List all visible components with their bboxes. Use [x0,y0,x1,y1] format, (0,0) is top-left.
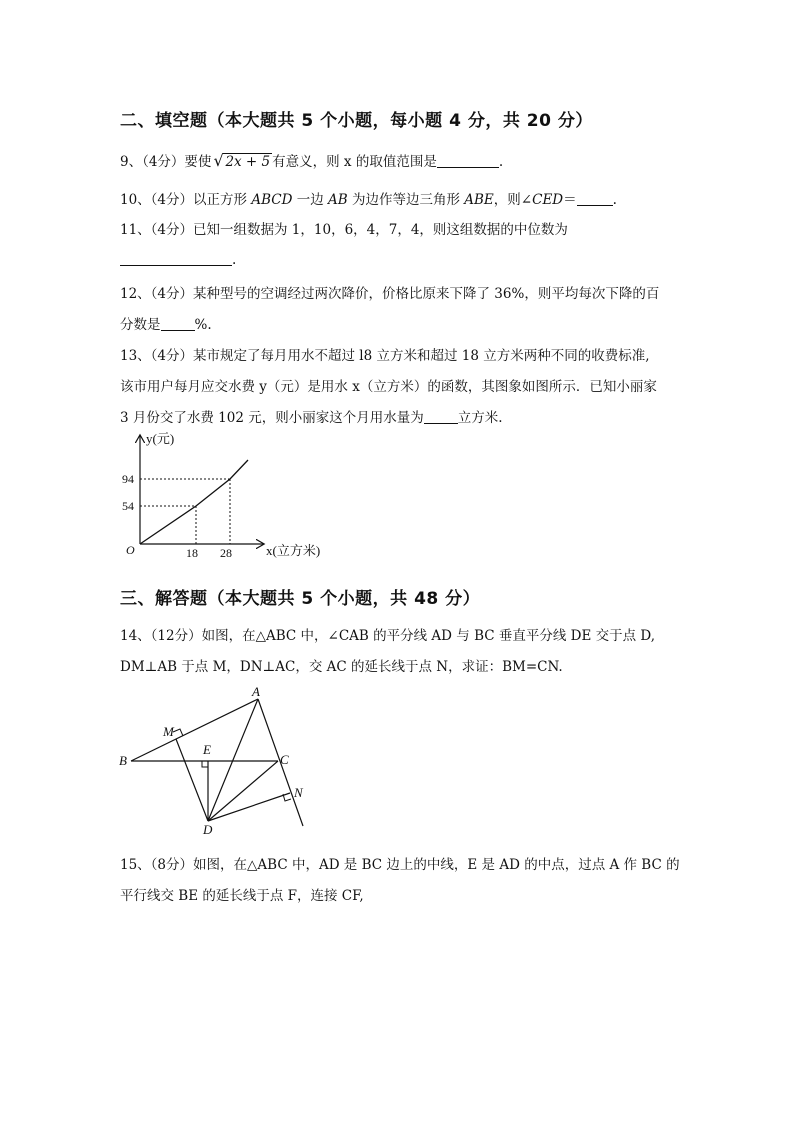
section-2-title: 二、填空题（本大题共 5 个小题，每小题 4 分，共 20 分） [120,111,593,131]
q13-answer-blank[interactable] [424,410,458,424]
label-D: D [203,822,213,837]
q9-prefix: 9、（4分）要使 [120,154,212,170]
label-B: B [119,753,127,768]
label-C: C [280,752,289,767]
question-10 [120,188,617,208]
section-3-title: 三、解答题（本大题共 5 个小题，共 48 分） [120,589,481,609]
q9-answer-blank[interactable] [437,154,499,168]
y-tick-54: 54 [122,499,134,513]
q12-answer-blank[interactable] [161,317,195,331]
q10-mid2: 为边作等边三角形 [351,192,460,208]
question-13-line3 [120,406,503,426]
fee-line [140,460,248,544]
x-tick-28: 28 [220,546,232,560]
water-fee-graph [118,430,348,565]
q10-end: . [612,192,617,208]
question-15-line2: 平行线交 BE 的延长线于点 F，连接 CF, [120,888,364,904]
question-13-line1: 13、（4分）某市规定了每月用水不超过 l8 立方米和超过 18 立方米两种不同的收费标准, [120,348,650,364]
q10-abe: ABE [464,192,494,208]
question-14-line2: DM⊥AB 于点 M，DN⊥AC，交 AC 的延长线于点 N，求证：BM=CN. [120,659,563,675]
q12-line2-prefix: 分数是 [120,317,161,333]
q10-ab: AB [328,192,348,208]
q10-mid1: 一边 [296,192,324,208]
x-tick-18: 18 [186,546,198,560]
q9-radicand: 2x + 5 [225,154,271,170]
label-M: M [163,724,174,739]
q10-answer-blank[interactable] [577,192,613,206]
q10-eq: ＝ [563,192,577,208]
q9-end: . [498,154,504,170]
question-13-line2: 该市用户每月应交水费 y（元）是用水 x（立方米）的函数，其图象如图所示．已知小丽家 [120,379,657,395]
q11-end: . [232,252,237,268]
q13-line3-prefix: 3 月份交了水费 102 元，则小丽家这个月用水量为 [120,410,424,426]
question-11: 11、（4分）已知一组数据为 1，10，6，4，7，4，则这组数据的中位数为 [120,222,568,238]
q10-mid3: ，则∠ [493,192,533,208]
question-12-line1: 12、（4分）某种型号的空调经过两次降价，价格比原来下降了 36%，则平均每次下降的百 [120,286,660,302]
label-N: N [294,785,303,800]
question-12-line2 [120,313,212,333]
q10-ced: CED [532,192,564,208]
x-axis-label: x(立方米) [266,543,321,558]
y-axis-label: y(元) [146,431,175,446]
question-14-line1: 14、（12分）如图，在△ABC 中，∠CAB 的平分线 AD 与 BC 垂直平分线 DE 交于点 D, [120,628,656,644]
triangle-figure [118,684,318,837]
q10-abcd: ABCD [251,192,293,208]
question-9 [120,150,503,170]
q13-line3-suffix: 立方米. [457,410,503,426]
origin-label: O [126,543,135,557]
q9-suffix: 有意义，则 x 的取值范围是 [272,154,437,170]
y-tick-94: 94 [122,472,134,486]
label-A: A [252,684,260,699]
q11-answer-blank[interactable] [120,252,232,266]
sqrt-expression: √ 2x + 5 [213,151,271,170]
question-11-answer-line [120,252,236,268]
question-15-line1: 15、（8分）如图，在△ABC 中，AD 是 BC 边上的中线，E 是 AD 的中点，过点 A 作 BC 的 [120,857,680,873]
q10-prefix: 10、（4分）以正方形 [120,192,248,208]
label-E: E [203,742,211,757]
q12-line2-suffix: %. [194,317,212,333]
